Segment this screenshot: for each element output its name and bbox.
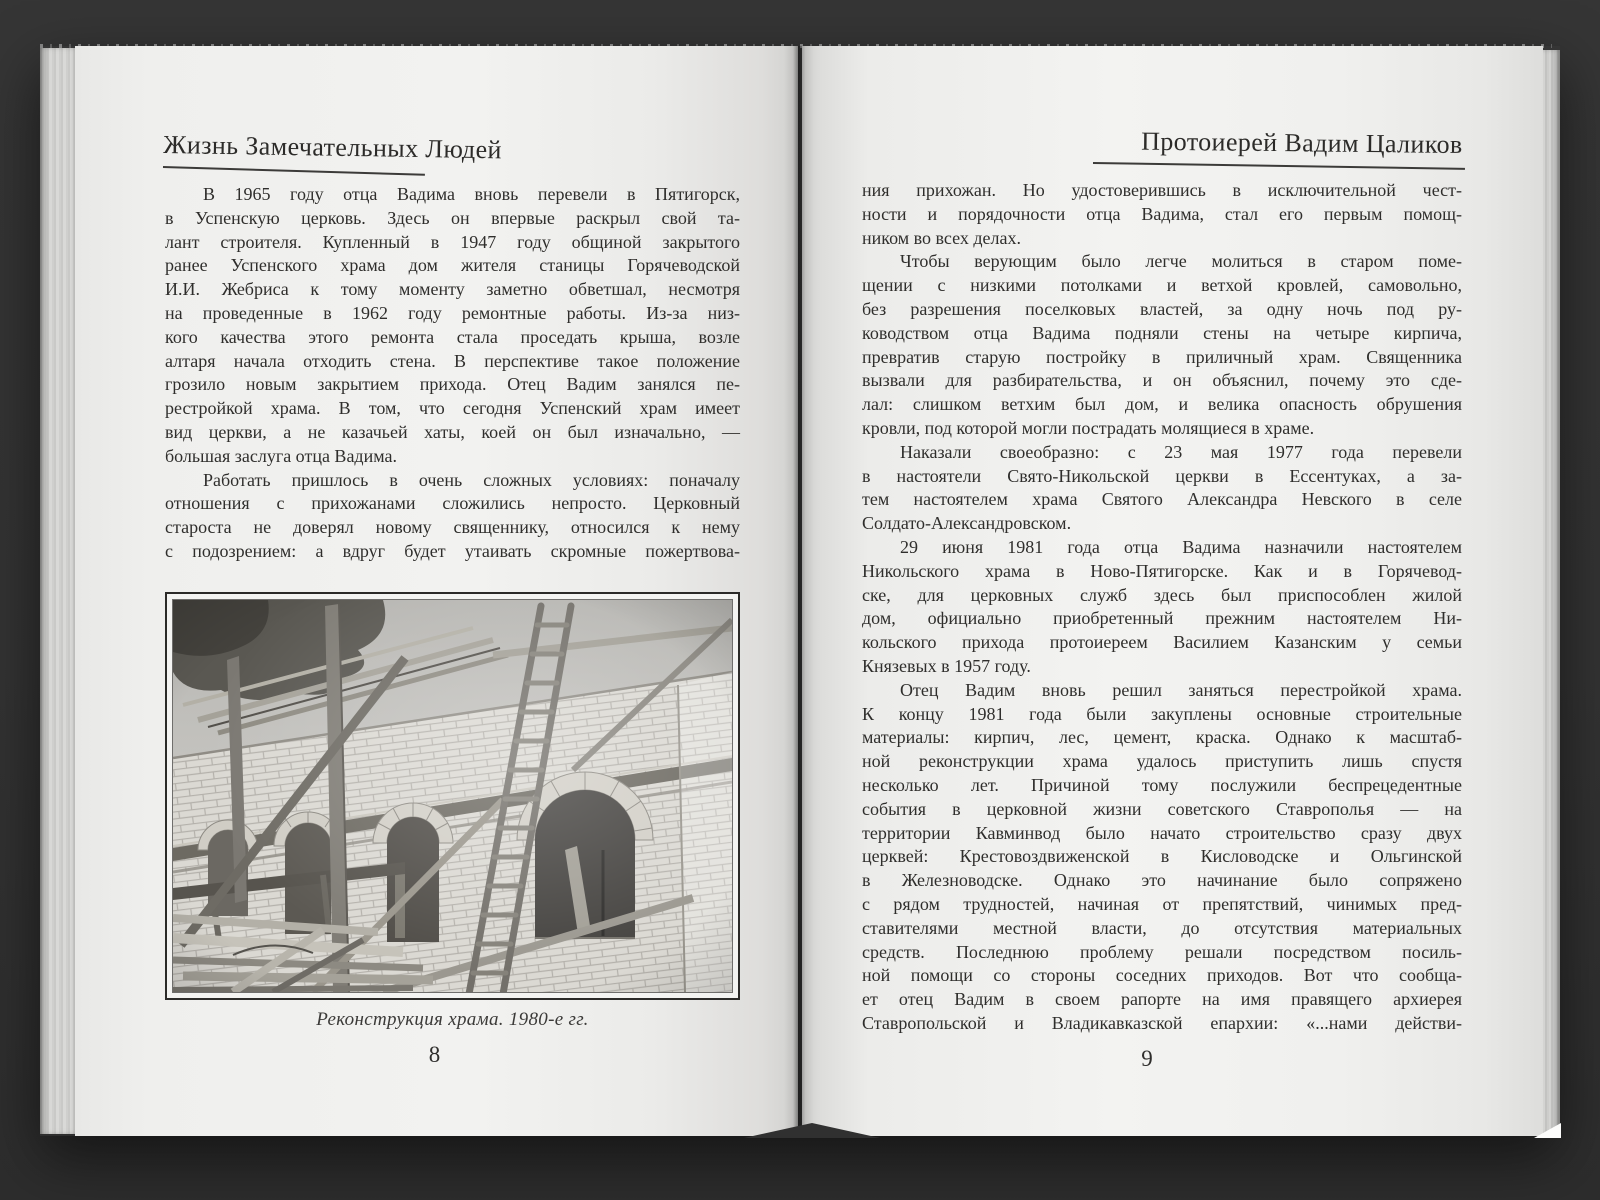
- book-spread: [40, 46, 1560, 1136]
- page-edges-left: [40, 48, 75, 1134]
- text-line: дом, официально приобретенный прежним настоятелем Ни-: [862, 608, 1462, 629]
- text-line: ния прихожан. Но удостоверившись в исключительной чест-: [862, 180, 1462, 200]
- text-line: на проведенные в 1962 году ремонтные работы. Из-за низ-: [165, 302, 740, 323]
- text-line: кровли, под которой могли пострадать молящиеся в храме.: [862, 417, 1315, 438]
- text-line: лант строителя. Купленный в 1947 году общиной закрытого: [165, 231, 740, 252]
- text-line: вызвали для разбирательства, и он объяснил, почему это сде-: [862, 370, 1462, 391]
- text-line: отношения с прихожанами сложились непросто. Церковный: [165, 493, 740, 514]
- text-line: большая заслуга отца Вадима.: [165, 445, 397, 466]
- right-page-text: [862, 179, 1462, 1036]
- header-rule-left: [163, 166, 425, 176]
- construction-photo: [173, 600, 732, 992]
- text-line: Наказали своеобразно: с 23 мая 1977 года перевели: [900, 441, 1462, 462]
- text-line: без разрешения поселковых властей, за одну ночь под ру-: [862, 298, 1462, 319]
- text-line: 29 июня 1981 года отца Вадима назначили настоятелем: [900, 536, 1462, 557]
- header-rule-right: [1093, 162, 1465, 170]
- text-line: Никольского храма в Ново-Пятигорске. Как и в Горячевод-: [862, 560, 1462, 581]
- text-line: ником во всех делах.: [862, 227, 1021, 248]
- text-line: события в церковной жизни советского Ставрополья — на: [862, 798, 1462, 819]
- text-line: в настоятели Свято-Никольской церкви в Ессентуках, а за-: [862, 465, 1462, 486]
- text-line: лал: слишком ветхим был дом, и велика опасность обрушения: [862, 394, 1462, 415]
- photo-mat: [172, 599, 733, 993]
- running-header-right: Протоиерей Вадим Цаликов: [1140, 126, 1463, 160]
- right-page: [802, 46, 1543, 1136]
- left-page-text: [165, 183, 740, 564]
- text-line: рестройкой храма. В том, что сегодня Успенский храм имеет: [165, 398, 740, 419]
- text-line: тем настоятелем храма Святого Александра Невского в селе: [862, 489, 1462, 510]
- photo-frame: [165, 592, 740, 1000]
- page-number-left: 8: [428, 1042, 441, 1067]
- text-line: ставителями местной власти, до отсутствия материальных: [862, 917, 1462, 938]
- text-line: ководством отца Вадима подняли стены на четыре кирпича,: [862, 322, 1462, 343]
- text-line: Князевых в 1957 году.: [862, 655, 1031, 676]
- text-line: ске, для церковных служб здесь был приспособлен жилой: [862, 584, 1462, 605]
- running-header-left: Жизнь Замечательных Людей: [163, 130, 503, 165]
- text-line: с рядом трудностей, начиная от препятствий, чинимых пред-: [862, 893, 1462, 914]
- text-line: церквей: Крестовоздвиженской в Кисловодске и Ольгинской: [862, 846, 1462, 867]
- text-line: щении с низкими потолками и ветхой кровлей, самовольно,: [862, 275, 1462, 296]
- text-line: алтаря начала отходить стена. В перспективе такое положение: [165, 350, 740, 371]
- text-line: в Успенскую церковь. Здесь он впервые раскрыл свой та-: [165, 207, 740, 228]
- text-line: с подозрением: а вдруг будет утаивать скромные пожертвова-: [165, 540, 740, 561]
- text-line: Ставропольской и Владикавказской епархии: «...нами действи-: [862, 1012, 1462, 1033]
- text-line: вид церкви, а не казачьей хаты, коей он был изначально, —: [165, 421, 740, 442]
- text-line: несколько лет. Причиной тому послужили беспрецедентные: [862, 774, 1462, 795]
- text-line: староста не доверял новому священнику, относился к нему: [165, 517, 740, 538]
- text-line: территории Кавминвод было начато строительство сразу двух: [862, 822, 1462, 843]
- text-line: средств. Последнюю проблему решали посредством посиль-: [862, 941, 1462, 962]
- text-line: ной помощи со стороны соседних приходов. Вот что сообща-: [862, 965, 1462, 986]
- page-number-right: 9: [1141, 1046, 1153, 1071]
- text-line: ранее Успенского храма дом жителя станицы Горячеводской: [165, 255, 740, 276]
- text-line: Чтобы верующим было легче молиться в старом поме-: [900, 251, 1462, 272]
- text-line: кольского прихода протоиереем Василием Казанским у семьи: [862, 632, 1462, 653]
- text-line: Солдато-Александровском.: [862, 513, 1072, 534]
- text-line: кого качества этого ремонта стала проседать крыша, возле: [165, 326, 740, 347]
- text-line: В 1965 году отца Вадима вновь перевели в Пятигорск,: [203, 184, 740, 204]
- text-line: ной реконструкции храма удалось приступить лишь спустя: [862, 751, 1462, 772]
- left-page: [75, 46, 798, 1136]
- text-line: превратив старую постройку в приличный храм. Священника: [862, 346, 1462, 367]
- text-line: ет отец Вадим в своем рапорте на имя правящего архиерея: [862, 989, 1462, 1010]
- text-line: грозило новым закрытием прихода. Отец Вадим занялся пе-: [165, 374, 740, 395]
- text-line: в Железноводске. Однако это начинание было сопряжено: [862, 870, 1462, 891]
- text-line: Отец Вадим вновь решил заняться перестройкой храма.: [900, 679, 1462, 700]
- text-line: материалы: кирпич, лес, цемент, краска. Однако к масштаб-: [862, 727, 1462, 748]
- text-line: ности и порядочности отца Вадима, стал его первым помощ-: [862, 203, 1462, 224]
- photo-caption: Реконструкция храма. 1980-е гг.: [316, 1009, 589, 1030]
- text-line: Работать пришлось в очень сложных условиях: поначалу: [203, 469, 740, 490]
- text-line: К концу 1981 года были закуплены основные строительные: [862, 703, 1462, 724]
- text-line: И.И. Жебриса к тому моменту заметно обветшал, несмотря: [165, 279, 740, 300]
- gutter-bottom-shadow: [744, 1123, 880, 1138]
- book-gutter: [784, 46, 814, 1136]
- page-edges-right: [1543, 50, 1560, 1134]
